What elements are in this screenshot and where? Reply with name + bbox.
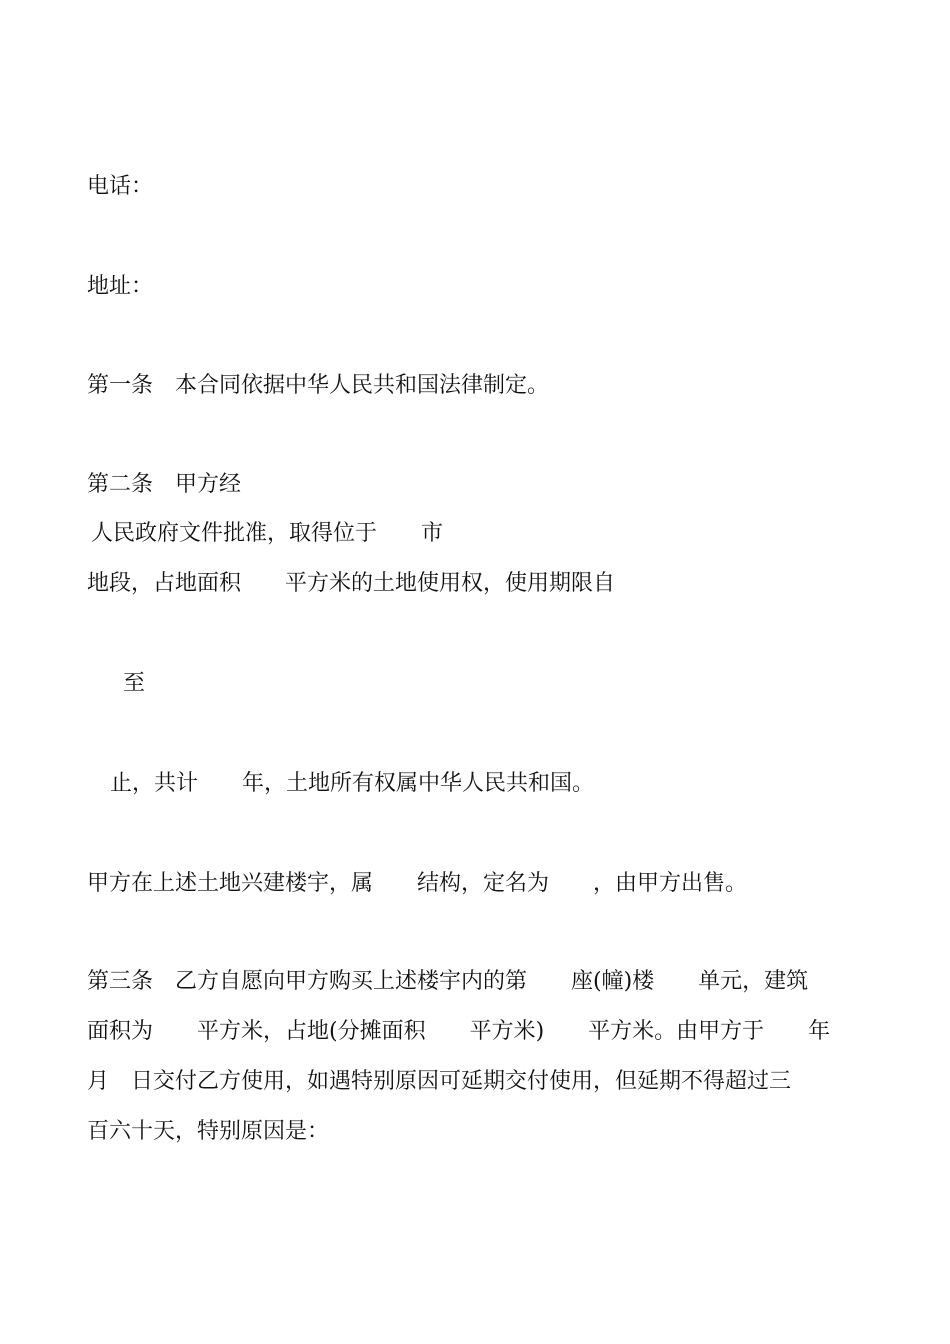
article-2-line-6: 甲方在上述土地兴建楼宇，属 结构，定名为 ，由甲方出售。 [87, 871, 748, 896]
article-2-line-1: 第二条 甲方经 [87, 472, 242, 497]
article-2-line-5: 止，共计 年，土地所有权属中华人民共和国。 [110, 771, 595, 796]
article-2-line-4: 至 [123, 671, 146, 696]
article-3-line-3: 月 日交付乙方使用，如遇特别原因可延期交付使用，但延期不得超过三 [87, 1069, 792, 1094]
article-2-line-2: 人民政府文件批准，取得位于 市 [91, 521, 444, 546]
article-2-line-3: 地段，占地面积 平方米的土地使用权，使用期限自 [87, 571, 616, 596]
article-3-line-1: 第三条 乙方自愿向甲方购买上述楼宇内的第 座(幢)楼 单元，建筑 [87, 969, 809, 994]
article-3-line-4: 百六十天，特别原因是： [87, 1119, 330, 1144]
article-1: 第一条 本合同依据中华人民共和国法律制定。 [87, 373, 550, 398]
address-label: 地址： [87, 274, 154, 299]
article-3-line-2: 面积为 平方米，占地(分摊面积 平方米) 平方米。由甲方于 年 [87, 1019, 831, 1044]
phone-label: 电话： [87, 174, 154, 199]
